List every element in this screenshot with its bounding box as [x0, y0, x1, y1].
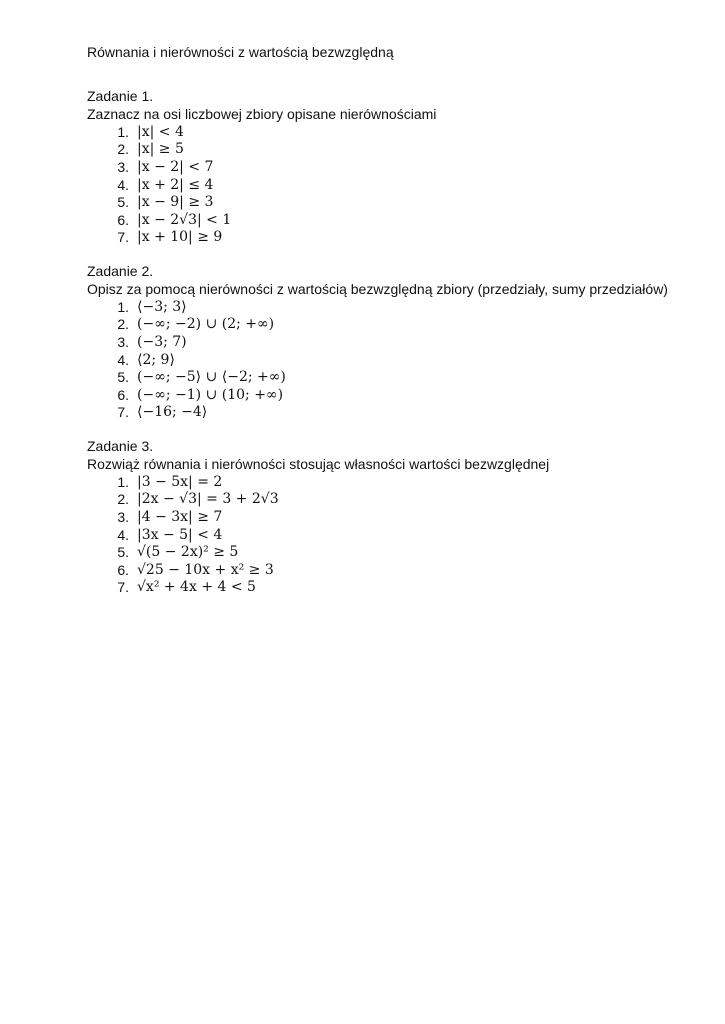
math-expression: |x − 2| < 7 [137, 158, 214, 175]
item-number: 7. [117, 579, 129, 596]
list-item [87, 579, 697, 597]
item-number: 2. [117, 491, 129, 508]
list-item [87, 491, 697, 509]
math-expression: √x² + 4x + 4 < 5 [137, 579, 256, 596]
task-heading: Zadanie 3. [87, 438, 154, 454]
task-list [87, 123, 697, 246]
list-item [87, 351, 697, 369]
task-list [87, 298, 697, 421]
math-expression: (−∞; −2) ∪ (2; +∞) [137, 316, 275, 333]
math-expression: |x + 2| ≤ 4 [137, 176, 214, 193]
math-expression: √25 − 10x + x² ≥ 3 [137, 561, 274, 578]
item-number: 7. [117, 404, 129, 421]
item-number: 4. [117, 176, 129, 193]
math-expression: |x − 9| ≥ 3 [137, 194, 214, 211]
item-number: 6. [117, 386, 129, 403]
math-expression: |3x − 5| < 4 [137, 526, 223, 543]
math-expression: ⟨2; 9⟩ [137, 351, 175, 368]
math-expression: |x − 2√3| < 1 [137, 211, 232, 228]
page-title: Równania i nierówności z wartością bezwzględną [87, 44, 394, 60]
math-expression: (−∞; −5⟩ ∪ ⟨−2; +∞) [137, 369, 286, 386]
item-number: 1. [117, 123, 129, 140]
item-number: 5. [117, 544, 129, 561]
list-item [87, 368, 697, 386]
math-expression: ⟨−16; −4⟩ [137, 404, 208, 421]
list-item [87, 123, 697, 141]
task-list [87, 473, 697, 596]
list-item [87, 298, 697, 316]
list-item [87, 473, 697, 491]
task-instruction: Zaznacz na osi liczbowej zbiory opisane nierównościami [87, 106, 437, 122]
task-heading: Zadanie 2. [87, 263, 154, 279]
item-number: 7. [117, 229, 129, 246]
math-expression: |2x − √3| = 3 + 2√3 [137, 491, 279, 508]
math-expression: |x + 10| ≥ 9 [137, 229, 223, 246]
item-number: 4. [117, 526, 129, 543]
list-item [87, 543, 697, 561]
list-item [87, 561, 697, 579]
math-expression: |3 − 5x| = 2 [137, 473, 223, 490]
math-expression: ⟨−3; 3⟩ [137, 298, 187, 315]
list-item [87, 508, 697, 526]
item-number: 1. [117, 473, 129, 490]
item-number: 5. [117, 369, 129, 386]
item-number: 6. [117, 211, 129, 228]
list-item [87, 158, 697, 176]
task-instruction: Opisz za pomocą nierówności z wartością bezwzględną zbiory (przedziały, sumy przedziałów) [87, 281, 668, 297]
item-number: 2. [117, 316, 129, 333]
list-item [87, 526, 697, 544]
item-number: 2. [117, 141, 129, 158]
item-number: 6. [117, 561, 129, 578]
list-item [87, 141, 697, 159]
math-expression: |x| ≥ 5 [137, 141, 184, 158]
item-number: 3. [117, 158, 129, 175]
list-item [87, 386, 697, 404]
task-3 [87, 437, 697, 596]
math-expression: √(5 − 2x)² ≥ 5 [137, 544, 239, 561]
item-number: 4. [117, 351, 129, 368]
list-item [87, 316, 697, 334]
list-item [87, 333, 697, 351]
task-2 [87, 262, 697, 421]
list-item [87, 211, 697, 229]
list-item [87, 229, 697, 247]
task-heading: Zadanie 1. [87, 88, 154, 104]
math-expression: |4 − 3x| ≥ 7 [137, 508, 223, 525]
item-number: 1. [117, 298, 129, 315]
list-item [87, 193, 697, 211]
item-number: 3. [117, 333, 129, 350]
math-expression: (−∞; −1) ∪ (10; +∞) [137, 386, 284, 403]
list-item [87, 176, 697, 194]
item-number: 3. [117, 508, 129, 525]
task-1 [87, 87, 697, 246]
math-expression: |x| < 4 [137, 123, 184, 140]
math-expression: (−3; 7) [137, 333, 187, 350]
list-item [87, 404, 697, 422]
task-instruction: Rozwiąż równania i nierówności stosując własności wartości bezwzględnej [87, 456, 550, 472]
item-number: 5. [117, 194, 129, 211]
